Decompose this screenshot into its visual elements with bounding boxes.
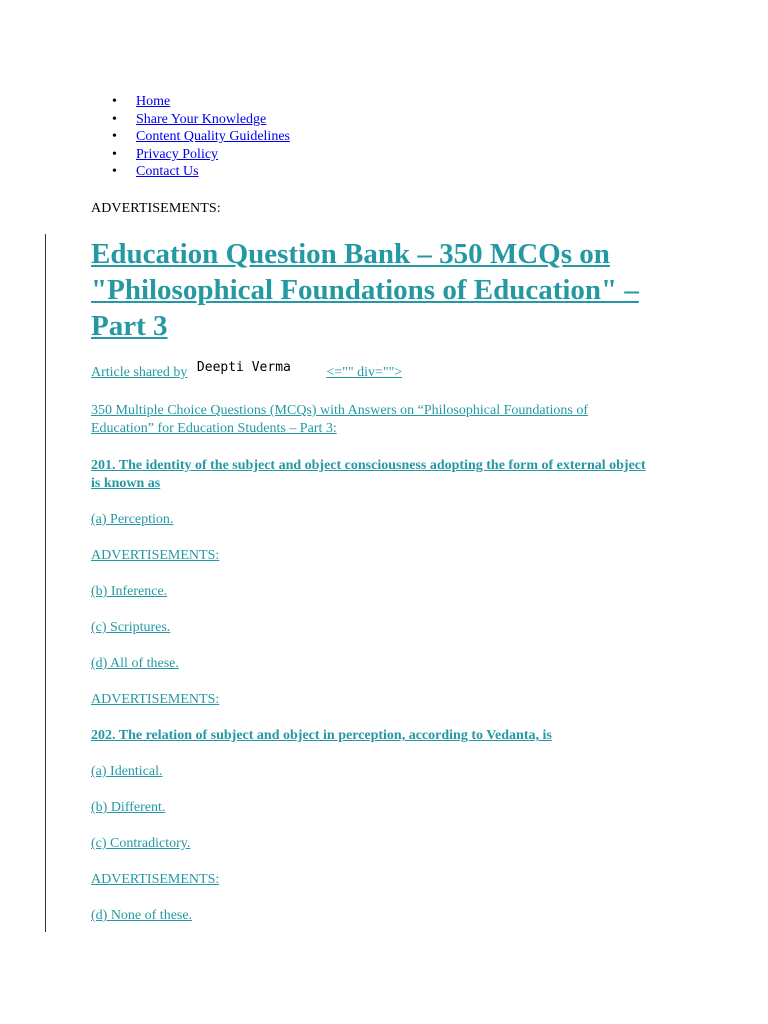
nav-link-privacy-policy[interactable]: Privacy Policy [136,146,219,162]
article-intro[interactable]: 350 Multiple Choice Questions (MCQs) with Answers on “Philosophical Foundations of Education” for Education Students – Part 3: [91,403,588,436]
option-201-a[interactable]: (a) Perception. [91,512,174,527]
byline [91,360,403,381]
bullet-icon: • [112,164,117,180]
byline-tail[interactable]: <="" div=""> [326,365,403,380]
option-202-a[interactable]: (a) Identical. [91,764,163,779]
advertisements-label: ADVERTISEMENTS: [91,201,221,216]
article [91,236,691,923]
byline-label[interactable]: Article shared by [91,365,188,380]
nav-item-guidelines [112,128,290,146]
bullet-icon: • [112,111,117,127]
bullet-icon: • [112,94,117,109]
nav-link-home[interactable]: Home [136,94,171,109]
bullet-icon: • [112,129,117,145]
left-divider [45,234,46,932]
question-202[interactable]: 202. The relation of subject and object in perception, according to Vedanta, is [91,728,552,743]
bullet-icon: • [112,146,117,162]
site-nav [112,93,290,181]
author-name: Deepti Verma [196,360,291,375]
nav-item-privacy [112,146,290,164]
option-201-b[interactable]: (b) Inference. [91,584,168,599]
option-201-d[interactable]: (d) All of these. [91,656,179,671]
option-202-d[interactable]: (d) None of these. [91,908,193,923]
nav-link-share-knowledge[interactable]: Share Your Knowledge [136,111,267,127]
nav-item-contact [112,163,290,181]
nav-link-content-guidelines[interactable]: Content Quality Guidelines [136,129,290,145]
option-201-c[interactable]: (c) Scriptures. [91,620,171,635]
article-title[interactable]: Education Question Bank – 350 MCQs on "Philosophical Foundations of Education" – Part 3 [91,238,639,342]
option-202-c[interactable]: (c) Contradictory. [91,836,191,851]
question-201[interactable]: 201. The identity of the subject and object consciousness adopting the form of external object is known as [91,458,646,491]
option-202-b[interactable]: (b) Different. [91,800,166,815]
advertisements-label[interactable]: ADVERTISEMENTS: [91,872,220,887]
advertisements-label[interactable]: ADVERTISEMENTS: [91,692,220,707]
nav-item-share [112,111,290,129]
advertisements-label[interactable]: ADVERTISEMENTS: [91,548,220,563]
nav-link-contact-us[interactable]: Contact Us [136,164,199,180]
nav-item-home [112,93,290,111]
